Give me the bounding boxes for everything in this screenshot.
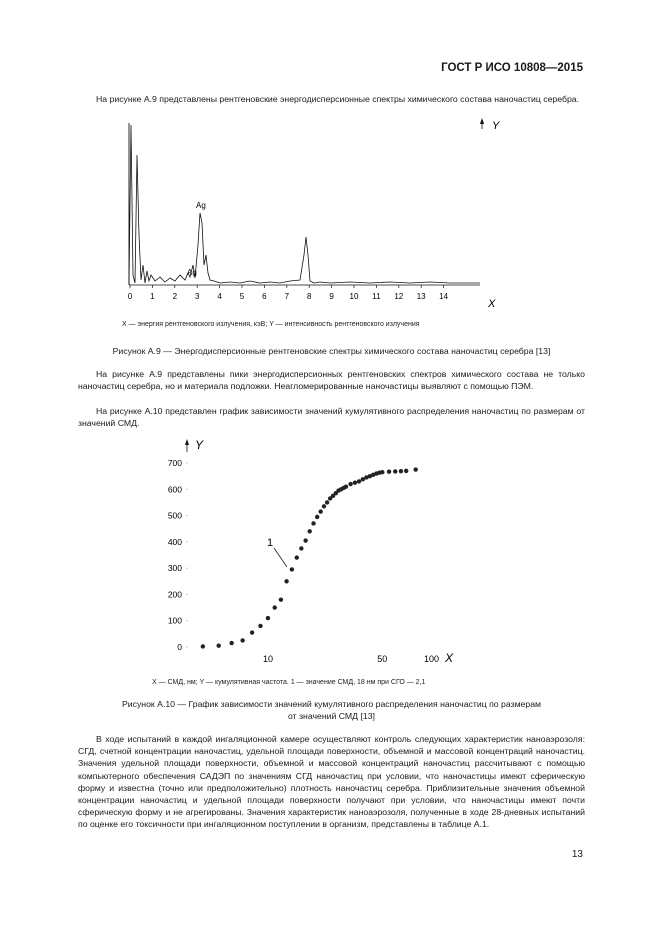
peak-label-ag-main: Ag — [196, 201, 206, 210]
fig10-legend: X — СМД, нм; Y — кумулятивная частота. 1 — значение СМД, 18 нм при СГО — 2,1 — [152, 679, 426, 686]
edx-spectrum-figure — [110, 115, 510, 310]
chart-y-tick-label: 200 — [167, 589, 182, 600]
chart-y-tick-mark — [187, 620, 188, 621]
data-point — [303, 538, 307, 542]
paragraph-test-description: В ходе испытаний в каждой ингаляционной камере осуществляют контроль следующих характеристик наноаэрозоля: СГД, счетной концентрации наночастиц, удельной площади поверхности, объемной и массовой концентраций наночастиц. Значения удельной площади поверхности, объемной и массовой концентраций наночастиц рассчитывают с помощью компьютерного обеспечения САДЭП по значениям СГД наночастиц при условии, что наночастицы имеют сферическую форму и известна (точно или предположительно) плотность наночастиц серебра. Приблизительные значения объемной концентрации наночастиц и удельной площади поверхности получают при условии, что наночастицы имеют почти сферическую форму и не агрегированы. Значения характеристик наноаэрозоля, полученные в ходе 28-дневных испытаний по оценке его токсичности при ингаляционном поступлении в организм, представлены в таблице А.1. — [78, 734, 585, 830]
data-point — [318, 509, 322, 513]
fig9-caption: Рисунок А.9 — Энергодисперсионные рентгеновские спектры химического состава наночастиц серебра [13] — [112, 346, 551, 356]
peak-label-ag-minor: Ag — [187, 268, 197, 277]
data-point — [258, 624, 262, 628]
chart-x-tick-label: 50 — [377, 654, 388, 664]
chart-y-tick-mark — [187, 594, 188, 595]
paragraph-fig9-intro: На рисунке А.9 представлены рентгеновские энергодисперсионные спектры химического состава наночастиц серебра. — [96, 94, 580, 104]
spectrum-y-label: Y — [492, 120, 500, 132]
data-point — [266, 616, 270, 620]
fig9-legend: X — энергия рентгеновского излучения, кэВ; Y — интенсивность рентгеновского излучения — [122, 321, 420, 328]
spectrum-x-tick-label: 3 — [194, 292, 200, 301]
data-point — [250, 630, 254, 634]
chart-y-ticks — [168, 458, 188, 652]
chart-annotation: 1 — [267, 537, 274, 549]
data-point — [348, 482, 352, 486]
data-point — [308, 529, 312, 533]
data-point — [295, 555, 299, 559]
data-point — [353, 481, 357, 485]
spectrum-x-tick-label: 14 — [439, 292, 449, 301]
chart-y-tick-mark — [187, 647, 188, 648]
chart-y-arrow-icon — [185, 439, 189, 452]
chart-points — [201, 467, 418, 648]
chart-y-tick-label: 500 — [167, 510, 182, 521]
data-point — [299, 546, 303, 550]
data-point — [380, 470, 384, 474]
spectrum-x-tick-label: 9 — [329, 292, 334, 301]
data-point — [322, 504, 326, 508]
paragraph-fig10-intro: На рисунке А.10 представлен график зависимости значений кумулятивного распределения наночастиц по размерам от значений СМД. — [78, 406, 585, 429]
data-point — [284, 579, 288, 583]
fig10-caption-line2: от значений СМД [13] — [288, 711, 375, 721]
spectrum-x-tick-label: 10 — [349, 292, 359, 301]
data-point — [357, 479, 361, 483]
data-point — [217, 643, 221, 647]
data-point — [240, 638, 244, 642]
data-point — [201, 644, 205, 648]
data-point — [344, 484, 348, 488]
spectrum-x-tick-label: 4 — [217, 292, 222, 301]
chart-x-ticks — [263, 654, 439, 664]
data-point — [404, 469, 408, 473]
data-point — [290, 567, 294, 571]
chart-y-tick-label: 100 — [167, 615, 182, 626]
data-point — [273, 605, 277, 609]
standard-code: ГОСТ Р ИСО 10808—2015 — [441, 62, 583, 74]
data-point — [229, 641, 233, 645]
data-point — [315, 515, 319, 519]
chart-y-tick-label: 300 — [167, 563, 182, 574]
chart-y-tick-mark — [187, 489, 188, 490]
chart-y-tick-label: 0 — [177, 642, 182, 652]
cumulative-distribution-chart — [150, 430, 480, 670]
chart-y-tick-mark — [187, 463, 188, 464]
chart-y-tick-label: 700 — [167, 458, 182, 468]
spectrum-x-label: X — [488, 298, 496, 310]
chart-y-tick-mark — [187, 541, 188, 542]
paragraph-fig9-discussion: На рисунке А.9 представлены пики энергодисперсионных рентгеновских спектров химического состава не только наночастиц серебра, но и материала подложки. Неагломерированные наночастицы выявляют с помощью ПЭМ. — [78, 369, 585, 392]
chart-x-tick-label: 100 — [424, 654, 440, 664]
chart-y-tick-mark — [187, 515, 188, 516]
data-point — [325, 500, 329, 504]
spectrum-x-tick-label: 13 — [416, 292, 426, 301]
data-point — [311, 521, 315, 525]
spectrum-curve — [129, 125, 480, 285]
spectrum-x-ticks — [128, 285, 449, 301]
chart-x-label: X — [445, 651, 454, 665]
annotation-leader — [274, 548, 287, 567]
data-point — [279, 597, 283, 601]
data-point — [387, 469, 391, 473]
spectrum-x-tick-label: 6 — [262, 292, 267, 301]
chart-x-tick-label: 10 — [262, 654, 273, 664]
data-point — [393, 469, 397, 473]
chart-y-tick-label: 400 — [167, 536, 182, 547]
spectrum-x-tick-label: 5 — [239, 292, 245, 301]
spectrum-x-tick-label: 7 — [284, 292, 290, 301]
fig10-caption-line1: Рисунок А.10 — График зависимости значений кумулятивного распределения наночастиц по размерам — [121, 699, 542, 709]
chart-y-tick-mark — [187, 568, 188, 569]
chart-y-label: Y — [195, 438, 204, 452]
y-axis-arrow-icon — [480, 118, 484, 129]
data-point — [399, 469, 403, 473]
spectrum-x-tick-label: 1 — [150, 292, 155, 301]
spectrum-x-tick-label: 8 — [306, 292, 312, 301]
page-number: 13 — [571, 849, 583, 860]
data-point — [413, 467, 417, 471]
spectrum-x-tick-label: 0 — [127, 292, 133, 301]
chart-y-tick-label: 600 — [167, 484, 182, 495]
spectrum-x-tick-label: 11 — [372, 292, 381, 301]
spectrum-x-tick-label: 12 — [394, 292, 404, 301]
spectrum-x-tick-label: 2 — [172, 292, 178, 301]
